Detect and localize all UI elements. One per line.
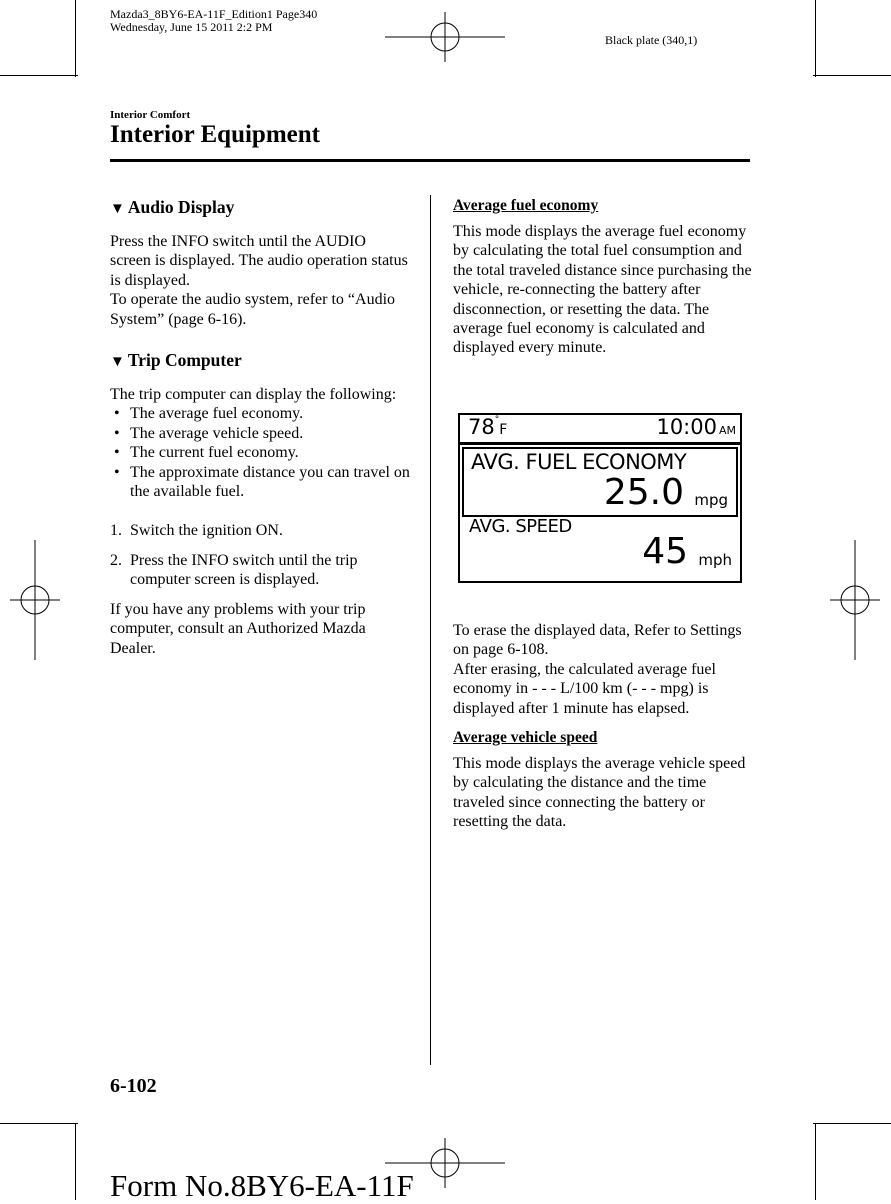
trip-computer-steps [110,521,410,589]
avg-fuel-economy-label: AVG. FUEL ECONOMY [471,450,687,474]
form-number: Form No.8BY6-EA-11F [110,1168,414,1203]
display-clock: 10:00 AM [656,415,736,439]
avg-speed-unit: mph [698,551,732,569]
crop-mark [75,1123,76,1200]
audio-display-heading: ▼ Audio Display [110,197,235,217]
page-number: 6-102 [110,1075,157,1097]
avg-speed-value: 45 [642,531,688,572]
average-fuel-economy-paragraph: This mode displays the average fuel economy by calculating the total fuel consumption and the total traveled distance since purchasing the vehicle, re-connecting the battery after disconnection, or resetting the data. The average fuel economy is calculated and displayed every minute. [453,223,752,357]
display-temperature: 78°F [468,415,508,439]
list-item: • The current fuel economy. [110,443,410,462]
trip-computer-display-illustration [458,413,742,583]
display-separator [460,442,740,445]
avg-speed-label: AVG. SPEED [469,516,572,537]
average-fuel-economy-heading: Average fuel economy [453,197,599,214]
audio-display-paragraph: Press the INFO switch until the AUDIO screen is displayed. The audio operation status is displayed. [110,233,408,289]
section-label: Interior Comfort [110,109,191,121]
crop-mark [0,75,78,76]
list-item: • The approximate distance you can travel on the available fuel. [110,463,410,502]
registration-mark-right [830,540,880,660]
list-item: • The average fuel economy. [110,404,410,423]
trip-computer-intro: The trip computer can display the following: [110,386,397,404]
erase-data-paragraph: To erase the displayed data, Refer to Settings on page 6-108. [453,622,742,659]
display-highlight-box [462,447,738,517]
column-divider [430,195,431,1065]
avg-fuel-economy-unit: mpg [694,491,728,509]
list-item: • The average vehicle speed. [110,424,410,443]
print-date-line: Wednesday, June 15 2011 2:2 PM [110,20,273,34]
step-text: Switch the ignition ON. [130,522,283,540]
crop-mark [75,0,76,77]
crop-mark [815,0,816,77]
step-text: Press the INFO switch until the trip computer screen is displayed. [130,551,358,589]
registration-mark-top [385,12,505,62]
left-column [110,196,410,658]
crop-mark [0,1123,78,1124]
step-number: 2. [110,551,122,569]
trip-computer-closing: If you have any problems with your trip computer, consult an Authorized Mazda Dealer. [110,600,366,657]
crop-mark [815,1123,816,1200]
after-erasing-paragraph: After erasing, the calculated average fuel economy in - - - L/100 km (- - - mpg) is displayed after 1 minute has elapsed. [453,660,716,717]
page-title: Interior Equipment [110,121,320,148]
plate-label: Black plate (340,1) [605,33,698,47]
step-item [110,551,410,590]
audio-display-reference: To operate the audio system, refer to “Audio System” (page 6-16). [110,291,396,328]
registration-mark-left [10,540,60,660]
right-column [453,196,753,358]
average-vehicle-speed-paragraph: This mode displays the average vehicle speed by calculating the distance and the time traveled since connecting the battery or resetting the data. [453,755,746,831]
print-file-line: Mazda3_8BY6-EA-11F_Edition1 Page340 [110,7,318,21]
step-number: 1. [110,522,122,540]
average-vehicle-speed-heading: Average vehicle speed [453,729,598,747]
crop-mark [813,1123,891,1124]
title-rule [110,159,750,162]
trip-computer-heading: ▼ Trip Computer [110,350,242,371]
avg-fuel-economy-value: 25.0 [603,472,684,513]
right-column-lower [453,621,753,832]
triangle-marker-icon: ▼ [110,201,125,217]
crop-mark [813,75,891,76]
step-item [110,521,410,540]
trip-computer-bullets [110,404,410,501]
triangle-marker-icon: ▼ [110,354,125,371]
